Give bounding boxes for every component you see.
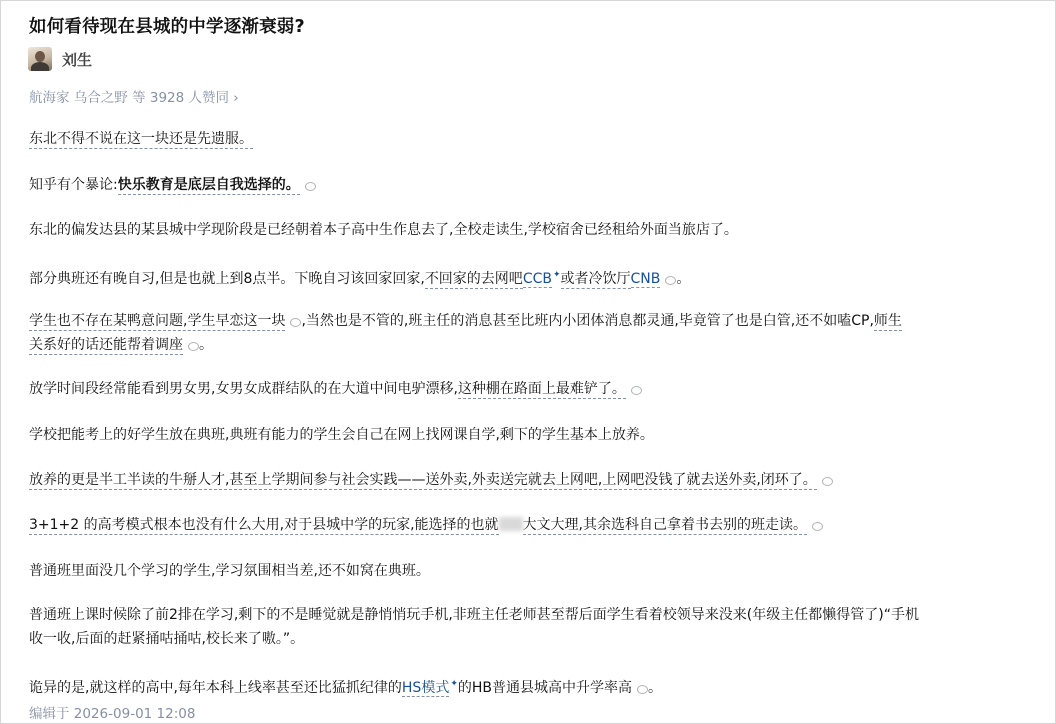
- paragraph-text: 部分典班还有晚自习,但是也就上到8点半。下晚自习该回家回家,: [29, 271, 425, 287]
- author-row: [28, 46, 92, 72]
- search-sparkle-icon[interactable]: ✦: [450, 679, 458, 689]
- comment-marker-icon[interactable]: [812, 522, 823, 531]
- question-title[interactable]: 如何看待现在县城的中学逐渐衰弱?: [29, 17, 305, 37]
- author-avatar[interactable]: [28, 47, 52, 71]
- paragraph-text: 普通班里面没几个学习的学生,学习氛围相当差,还不如窝在典班。: [29, 563, 430, 579]
- paragraph-text: ,当然也是不管的,班主任的消息甚至比班内小团体消息都灵通,毕竟管了也是白管,还不如嗑CP,: [301, 313, 874, 329]
- paragraph-text: 收一收,后面的赶紧捅咕捅咕,校长来了嗷。”。: [29, 631, 305, 647]
- highlighted-text[interactable]: 3+1+2 的高考模式根本也没有什么大用,对于县城中学的玩家,能选择的也就: [29, 517, 499, 533]
- paragraph-6: [29, 377, 642, 401]
- paragraph-text: 普通班上课时候除了前2排在学习,剩下的不是睡觉就是静悄悄玩手机,非班主任老师甚至帮后面学生看着校领导来没来(年级主任都懒得管了)“手机: [29, 607, 919, 623]
- highlighted-text[interactable]: 东北不得不说在这一块还是先遗服。: [29, 131, 253, 147]
- highlighted-text[interactable]: 或者冷饮厅: [560, 271, 631, 287]
- paragraph-9: [29, 513, 823, 537]
- link-cnb[interactable]: CNB: [630, 271, 661, 287]
- comment-marker-icon[interactable]: [188, 342, 199, 351]
- paragraph-5-line-1: [29, 309, 902, 333]
- highlighted-text[interactable]: 不回家的去网吧: [424, 271, 523, 287]
- paragraph-1: [29, 127, 253, 151]
- paragraph-8: [29, 468, 833, 492]
- paragraph-12: [29, 672, 662, 700]
- paragraph-3: [29, 218, 738, 242]
- blurred-text: [499, 517, 523, 531]
- paragraph-5-line-2: [29, 333, 213, 357]
- search-sparkle-icon[interactable]: ✦: [552, 270, 561, 280]
- highlighted-text[interactable]: 大文大理,其余选科自己拿着书去别的班走读。: [522, 517, 807, 533]
- highlighted-text[interactable]: 快乐教育是底层自我选择的。: [117, 177, 300, 193]
- paragraph-text: 。: [199, 337, 213, 353]
- paragraph-text: 学校把能考上的好学生放在典班,典班有能力的学生会自己在网上找网课自学,剩下的学生基本上放养。: [29, 427, 654, 443]
- highlighted-text[interactable]: 这种棚在路面上最难铲了。: [457, 381, 626, 397]
- highlighted-text[interactable]: 师生: [873, 313, 902, 329]
- edited-timestamp: 编辑于 2026-09-01 12:08: [29, 706, 196, 722]
- highlighted-text[interactable]: 关系好的话还能帮着调座: [29, 337, 183, 353]
- paragraph-7: [29, 423, 654, 447]
- paragraph-10: [29, 559, 430, 583]
- link-hs-mode[interactable]: HS模式: [401, 680, 450, 696]
- paragraph-2: [29, 173, 316, 197]
- comment-marker-icon[interactable]: [637, 685, 648, 694]
- voters-summary[interactable]: 航海家 乌合之野 等 3928 人赞同 ›: [29, 90, 239, 106]
- paragraph-text: 。: [676, 271, 691, 287]
- paragraph-4: [29, 263, 690, 291]
- paragraph-11-line-2: [29, 627, 304, 651]
- paragraph-text: 放学时间段经常能看到男女男,女男女成群结队的在大道中间电驴漂移,: [29, 381, 458, 397]
- paragraph-text: 知乎有个暴论:: [29, 177, 118, 193]
- link-ccb[interactable]: CCB: [522, 271, 552, 287]
- comment-marker-icon[interactable]: [665, 276, 676, 285]
- paragraph-text: 诡异的是,就这样的高中,每年本科上线率甚至还比猛抓纪律的: [29, 680, 402, 696]
- highlighted-text[interactable]: 放养的更是半工半读的牛掰人才,甚至上学期间参与社会实践——送外卖,外卖送完就去上网吧,上网吧没钱了就去送外卖,闭环了。: [29, 472, 817, 488]
- paragraph-text: 的HB普通县城高中升学率高: [457, 680, 633, 696]
- comment-marker-icon[interactable]: [305, 182, 316, 191]
- comment-marker-icon[interactable]: [290, 318, 301, 327]
- paragraph-text: 东北的偏发达县的某县城中学现阶段是已经朝着本子高中生作息去了,全校走读生,学校宿舍已经租给外面当旅店了。: [29, 222, 738, 238]
- paragraph-text: 。: [648, 680, 663, 696]
- author-name[interactable]: 刘生: [62, 50, 93, 69]
- paragraph-11-line-1: [29, 603, 919, 627]
- comment-marker-icon[interactable]: [822, 477, 833, 486]
- comment-marker-icon[interactable]: [631, 386, 642, 395]
- highlighted-text[interactable]: 学生也不存在某鸭意问题,学生早恋这一块: [29, 313, 286, 329]
